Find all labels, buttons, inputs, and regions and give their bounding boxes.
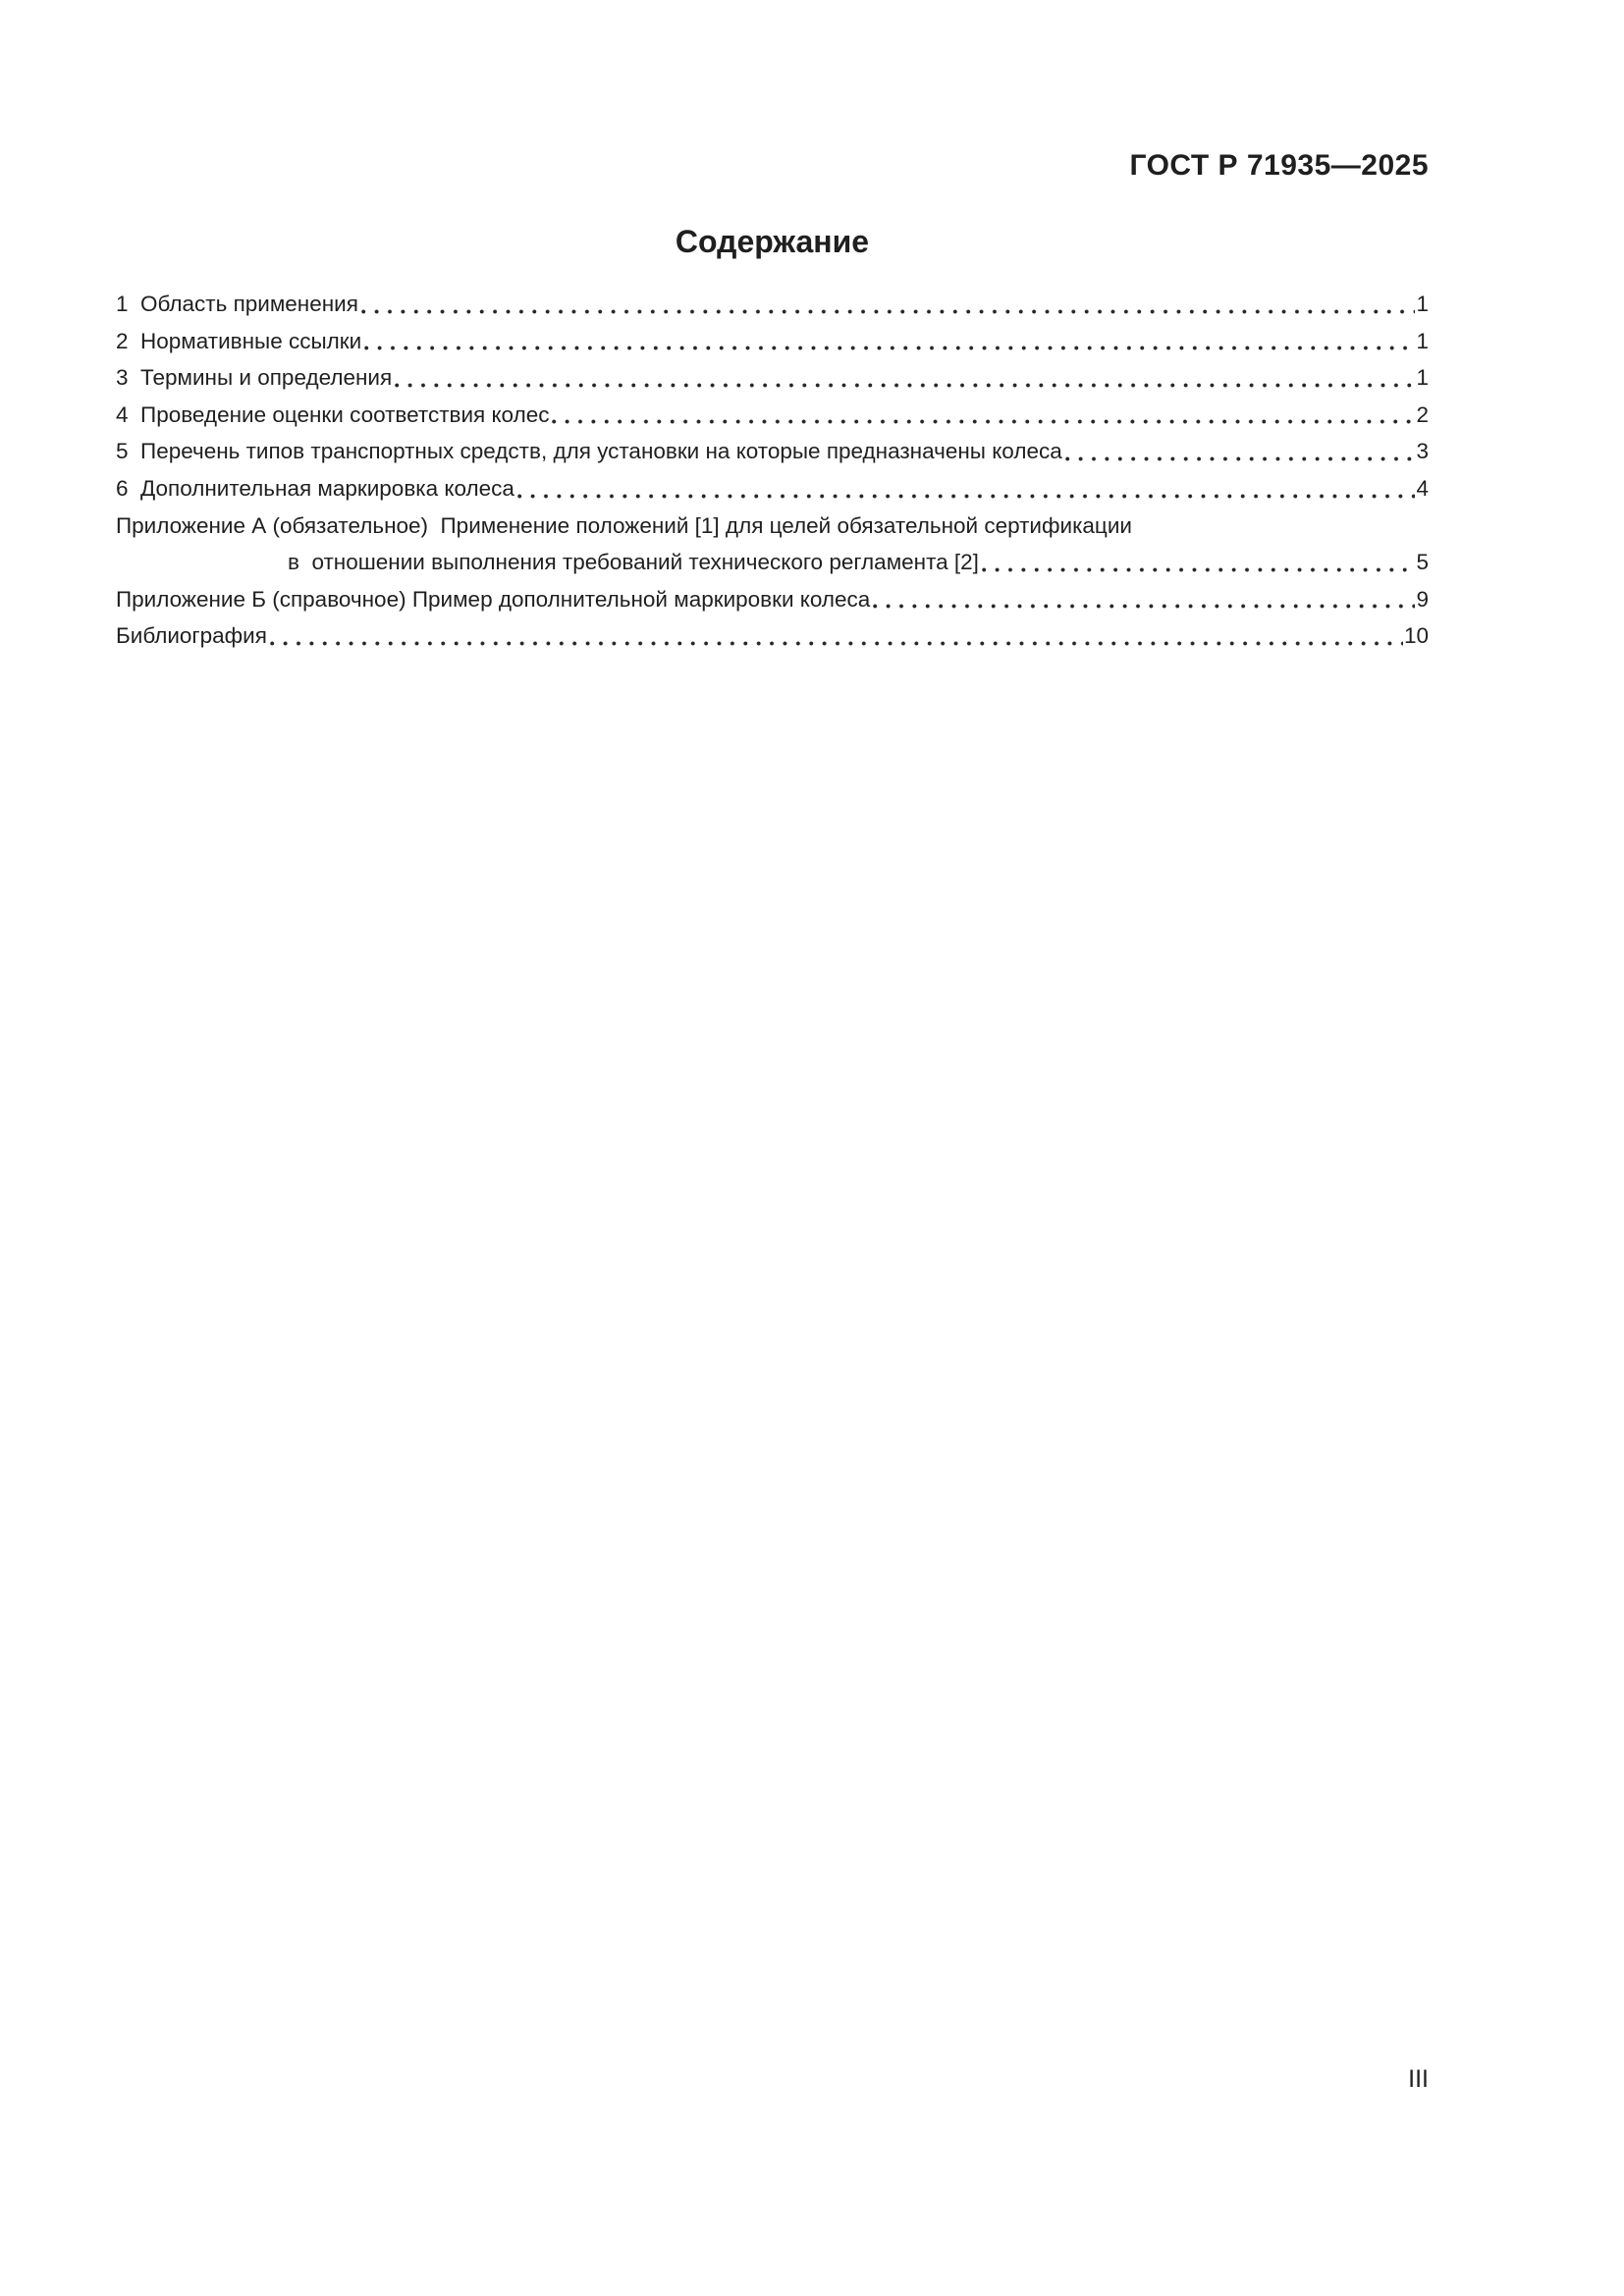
dot-leader <box>1065 456 1416 461</box>
toc-entry-text: Приложение А (обязательное) Применение положений [1] для целей обязательной сертификации <box>116 512 1132 538</box>
page-title: Содержание <box>675 224 870 259</box>
toc-entry-text: Приложение Б (справочное) Пример дополнительной маркировки колеса <box>116 586 871 612</box>
toc-entry-appendix-b <box>116 581 1429 618</box>
dot-leader <box>982 567 1416 572</box>
toc-entry-text: Библиография <box>116 623 267 649</box>
dot-leader <box>517 494 1416 499</box>
toc-entry-page: 9 <box>1416 586 1429 612</box>
toc-entry <box>116 397 1429 434</box>
dot-leader <box>552 419 1415 424</box>
folio-page-number: III <box>1408 2065 1429 2093</box>
toc-entry <box>116 433 1429 470</box>
toc-entry-text: 2 Нормативные ссылки <box>116 328 362 353</box>
toc-entry-page: 10 <box>1403 623 1429 649</box>
toc-entry-page: 1 <box>1416 328 1429 353</box>
dot-leader <box>361 309 1416 314</box>
toc-entry <box>116 323 1429 360</box>
toc-entry-page: 3 <box>1416 439 1429 464</box>
toc-entry-page: 5 <box>1416 550 1429 575</box>
toc-entry-text: 3 Термины и определения <box>116 365 393 391</box>
toc-entry-page: 2 <box>1416 401 1429 427</box>
document-code-header: ГОСТ Р 71935—2025 <box>1129 149 1429 182</box>
toc-entry-appendix-a-line1 <box>116 507 1429 545</box>
toc-entry-page: 4 <box>1416 475 1429 501</box>
dot-leader <box>270 641 1403 646</box>
toc-entry-bibliography <box>116 617 1429 655</box>
dot-leader <box>395 383 1415 388</box>
toc-entry-text: 1 Область применения <box>116 292 358 316</box>
toc-entry-page: 1 <box>1416 365 1429 391</box>
table-of-contents <box>116 286 1429 655</box>
toc-entry <box>116 359 1429 397</box>
toc-entry-text: 4 Проведение оценки соответствия колес <box>116 401 550 427</box>
toc-entry-page: 1 <box>1416 292 1429 316</box>
toc-entry <box>116 286 1429 323</box>
toc-entry <box>116 470 1429 507</box>
toc-entry-appendix-a-line2 <box>116 544 1429 581</box>
dot-leader <box>873 604 1415 609</box>
toc-entry-text: 6 Дополнительная маркировка колеса <box>116 475 514 501</box>
toc-entry-text: 5 Перечень типов транспортных средств, для установки на которые предназначены колеса <box>116 439 1062 464</box>
dot-leader <box>364 346 1415 350</box>
toc-entry-text: в отношении выполнения требований технического регламента [2] <box>288 550 979 575</box>
